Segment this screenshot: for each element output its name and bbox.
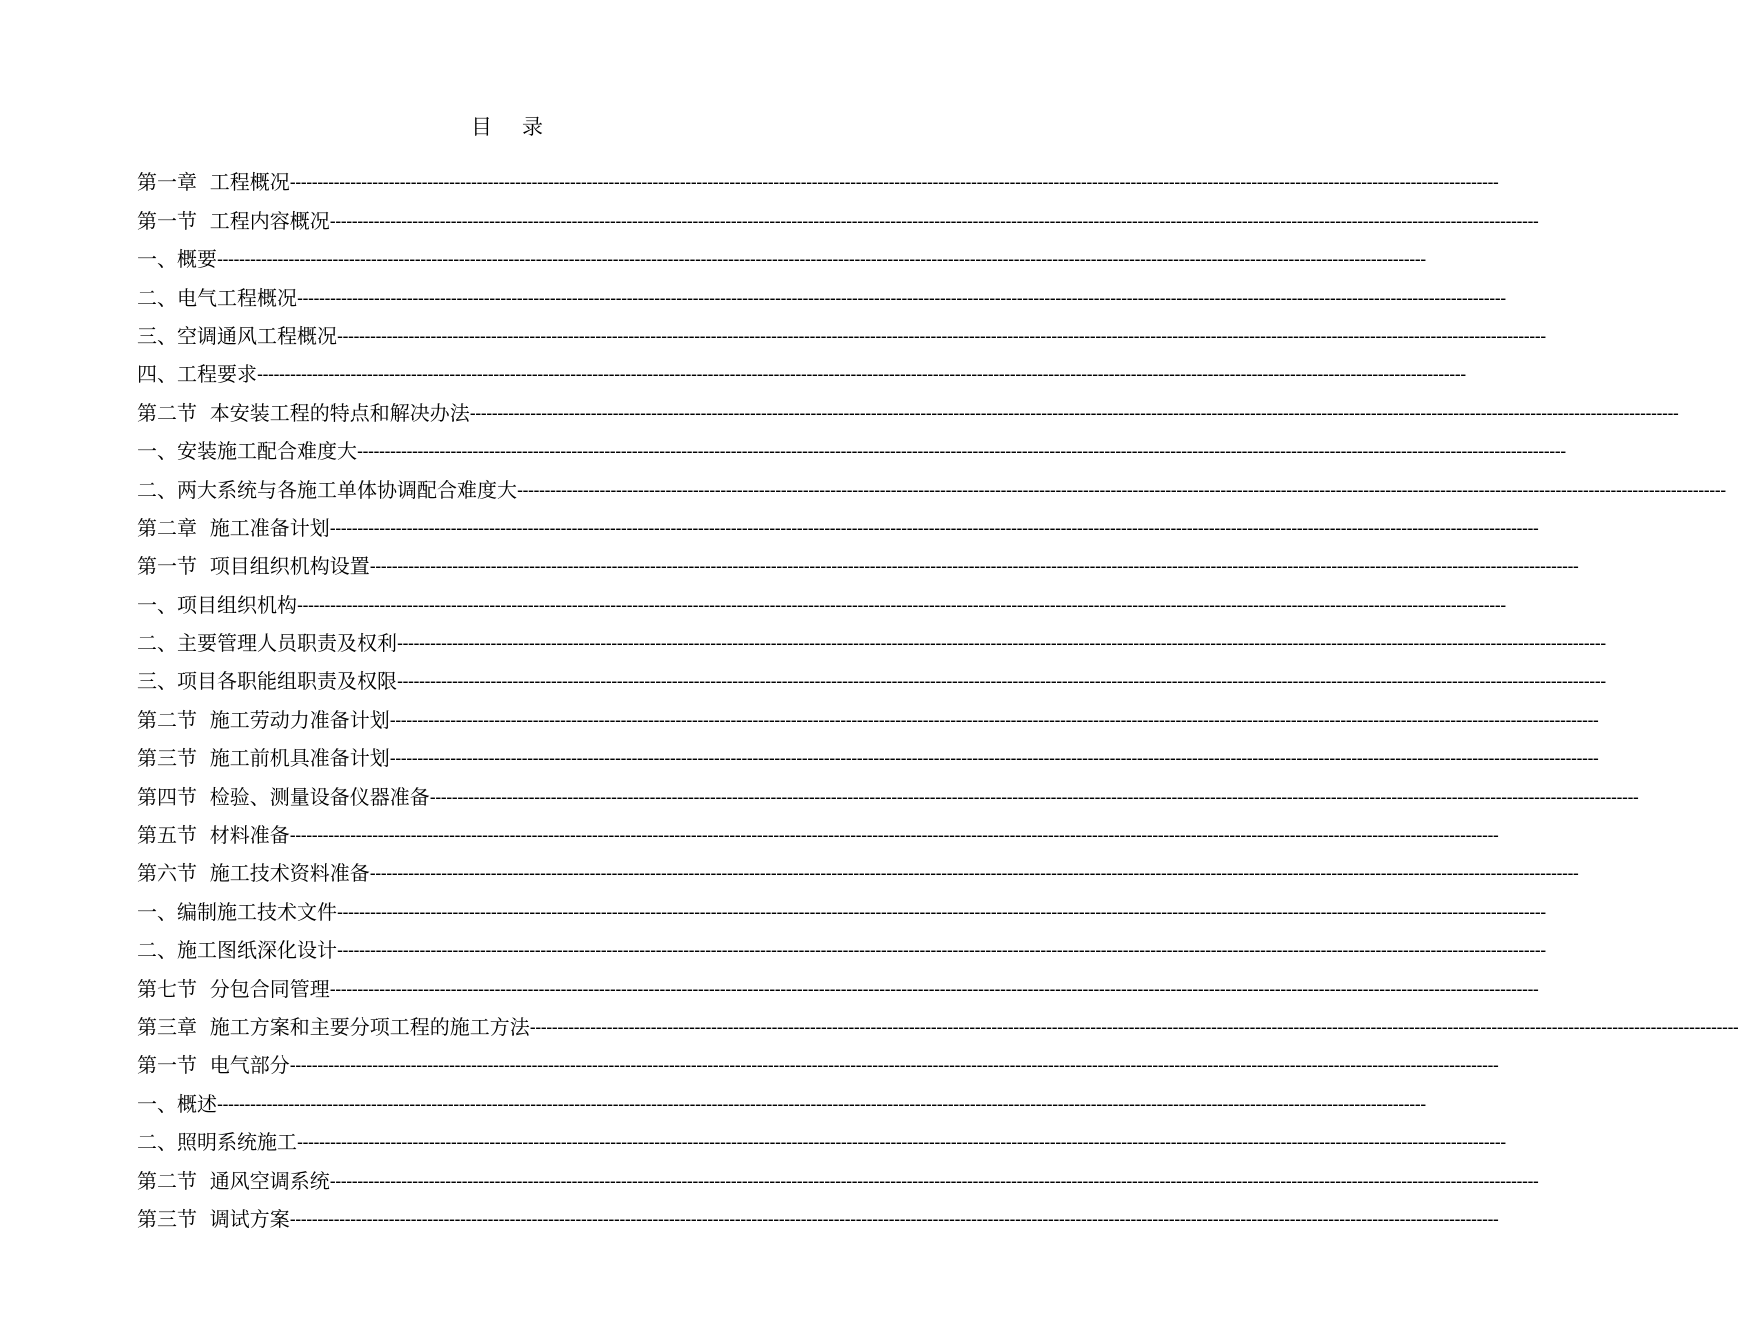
toc-dot-leader: ---------------------------------------------------------------------------------------------------------------------------------------------------------------------------------------------------------------------------- xyxy=(329,1170,1539,1191)
toc-entry-text: 第三章 施工方案和主要分项工程的施工方法 xyxy=(137,1014,530,1039)
toc-entry xyxy=(137,771,1639,809)
toc-entry-text: 一、项目组织机构 xyxy=(137,592,297,617)
toc-dot-leader: ---------------------------------------------------------------------------------------------------------------------------------------------------------------------------------------------------------------------------- xyxy=(289,172,1499,193)
toc-entry xyxy=(137,925,1546,963)
toc-entry-text: 第五节 材料准备 xyxy=(137,823,290,848)
toc-entry xyxy=(137,1040,1499,1078)
toc-entry xyxy=(137,1117,1506,1155)
toc-entry xyxy=(137,272,1506,310)
toc-dot-leader: ---------------------------------------------------------------------------------------------------------------------------------------------------------------------------------------------------------------------------- xyxy=(297,594,1506,615)
toc-entry xyxy=(137,1155,1539,1193)
toc-dot-leader: ---------------------------------------------------------------------------------------------------------------------------------------------------------------------------------------------------------------------------- xyxy=(429,786,1639,807)
toc-entry xyxy=(137,349,1466,387)
toc-dot-leader: ---------------------------------------------------------------------------------------------------------------------------------------------------------------------------------------------------------------------------- xyxy=(469,402,1679,423)
toc-entry xyxy=(137,311,1546,349)
toc-list xyxy=(137,157,1738,1232)
toc-entry xyxy=(137,1078,1426,1116)
toc-entry xyxy=(137,426,1566,464)
toc-entry xyxy=(137,618,1606,656)
toc-entry-text: 二、照明系统施工 xyxy=(137,1130,297,1155)
toc-dot-leader: ---------------------------------------------------------------------------------------------------------------------------------------------------------------------------------------------------------------------------- xyxy=(337,325,1546,346)
toc-entry xyxy=(137,1002,1738,1040)
toc-entry-text: 第七节 分包合同管理 xyxy=(137,976,330,1001)
toc-entry-text: 第四节 检验、测量设备仪器准备 xyxy=(137,784,430,809)
toc-entry-text: 一、安装施工配合难度大 xyxy=(137,439,357,464)
toc-entry-text: 第二章 施工准备计划 xyxy=(137,515,330,540)
toc-entry-text: 四、工程要求 xyxy=(137,362,257,387)
toc-entry-text: 第六节 施工技术资料准备 xyxy=(137,861,370,886)
toc-entry xyxy=(137,387,1679,425)
toc-dot-leader: ---------------------------------------------------------------------------------------------------------------------------------------------------------------------------------------------------------------------------- xyxy=(329,210,1539,231)
toc-dot-leader: ---------------------------------------------------------------------------------------------------------------------------------------------------------------------------------------------------------------------------- xyxy=(529,1016,1738,1037)
toc-entry-text: 二、电气工程概况 xyxy=(137,285,297,310)
toc-entry-text: 第三节 施工前机具准备计划 xyxy=(137,746,390,771)
toc-entry xyxy=(137,963,1539,1001)
toc-dot-leader: ---------------------------------------------------------------------------------------------------------------------------------------------------------------------------------------------------------------------------- xyxy=(369,556,1579,577)
toc-entry-text: 第一节 项目组织机构设置 xyxy=(137,554,370,579)
toc-dot-leader: ---------------------------------------------------------------------------------------------------------------------------------------------------------------------------------------------------------------------------- xyxy=(297,287,1506,308)
toc-dot-leader: ---------------------------------------------------------------------------------------------------------------------------------------------------------------------------------------------------------------------------- xyxy=(337,940,1546,961)
toc-entry xyxy=(137,579,1506,617)
toc-entry xyxy=(137,656,1606,694)
toc-entry-text: 二、主要管理人员职责及权利 xyxy=(137,631,397,656)
toc-dot-leader: ---------------------------------------------------------------------------------------------------------------------------------------------------------------------------------------------------------------------------- xyxy=(289,825,1499,846)
toc-dot-leader: ---------------------------------------------------------------------------------------------------------------------------------------------------------------------------------------------------------------------------- xyxy=(397,671,1606,692)
toc-dot-leader: ---------------------------------------------------------------------------------------------------------------------------------------------------------------------------------------------------------------------------- xyxy=(357,441,1566,462)
toc-entry xyxy=(137,503,1539,541)
toc-entry-text: 一、编制施工技术文件 xyxy=(137,899,337,924)
toc-entry xyxy=(137,464,1726,502)
toc-entry xyxy=(137,886,1546,924)
toc-entry-text: 第二节 通风空调系统 xyxy=(137,1168,330,1193)
toc-dot-leader: ---------------------------------------------------------------------------------------------------------------------------------------------------------------------------------------------------------------------------- xyxy=(297,1132,1506,1153)
toc-entry-text: 第一节 电气部分 xyxy=(137,1053,290,1078)
toc-entry-text: 一、概述 xyxy=(137,1091,217,1116)
toc-entry xyxy=(137,541,1579,579)
toc-entry xyxy=(137,810,1499,848)
toc-entry xyxy=(137,195,1539,233)
toc-entry xyxy=(137,234,1426,272)
toc-dot-leader: ---------------------------------------------------------------------------------------------------------------------------------------------------------------------------------------------------------------------------- xyxy=(389,709,1599,730)
toc-entry-text: 第三节 调试方案 xyxy=(137,1206,290,1231)
toc-dot-leader: ---------------------------------------------------------------------------------------------------------------------------------------------------------------------------------------------------------------------------- xyxy=(397,633,1606,654)
toc-entry xyxy=(137,1194,1499,1232)
toc-dot-leader: ---------------------------------------------------------------------------------------------------------------------------------------------------------------------------------------------------------------------------- xyxy=(337,901,1546,922)
toc-entry xyxy=(137,694,1599,732)
toc-entry-text: 三、项目各职能组职责及权限 xyxy=(137,669,397,694)
toc-dot-leader: ---------------------------------------------------------------------------------------------------------------------------------------------------------------------------------------------------------------------------- xyxy=(257,364,1466,385)
toc-dot-leader: ---------------------------------------------------------------------------------------------------------------------------------------------------------------------------------------------------------------------------- xyxy=(329,517,1539,538)
toc-dot-leader: ---------------------------------------------------------------------------------------------------------------------------------------------------------------------------------------------------------------------------- xyxy=(289,1208,1499,1229)
toc-entry-text: 第一节 工程内容概况 xyxy=(137,208,330,233)
toc-dot-leader: ---------------------------------------------------------------------------------------------------------------------------------------------------------------------------------------------------------------------------- xyxy=(217,1093,1426,1114)
toc-dot-leader: ---------------------------------------------------------------------------------------------------------------------------------------------------------------------------------------------------------------------------- xyxy=(369,863,1579,884)
toc-entry-text: 二、施工图纸深化设计 xyxy=(137,938,337,963)
toc-dot-leader: ---------------------------------------------------------------------------------------------------------------------------------------------------------------------------------------------------------------------------- xyxy=(517,479,1726,500)
toc-entry-text: 第一章 工程概况 xyxy=(137,170,290,195)
toc-entry-text: 第二节 本安装工程的特点和解决办法 xyxy=(137,400,470,425)
toc-entry-text: 一、概要 xyxy=(137,247,217,272)
toc-dot-leader: ---------------------------------------------------------------------------------------------------------------------------------------------------------------------------------------------------------------------------- xyxy=(389,748,1599,769)
toc-dot-leader: ---------------------------------------------------------------------------------------------------------------------------------------------------------------------------------------------------------------------------- xyxy=(289,1055,1499,1076)
toc-dot-leader: ---------------------------------------------------------------------------------------------------------------------------------------------------------------------------------------------------------------------------- xyxy=(329,978,1539,999)
toc-entry xyxy=(137,848,1579,886)
toc-entry xyxy=(137,157,1499,195)
toc-entry-text: 三、空调通风工程概况 xyxy=(137,323,337,348)
toc-entry-text: 第二节 施工劳动力准备计划 xyxy=(137,707,390,732)
toc-entry-text: 二、两大系统与各施工单体协调配合难度大 xyxy=(137,477,517,502)
toc-entry xyxy=(137,733,1599,771)
toc-title: 目录 xyxy=(471,115,573,139)
toc-dot-leader: ---------------------------------------------------------------------------------------------------------------------------------------------------------------------------------------------------------------------------- xyxy=(217,249,1426,270)
